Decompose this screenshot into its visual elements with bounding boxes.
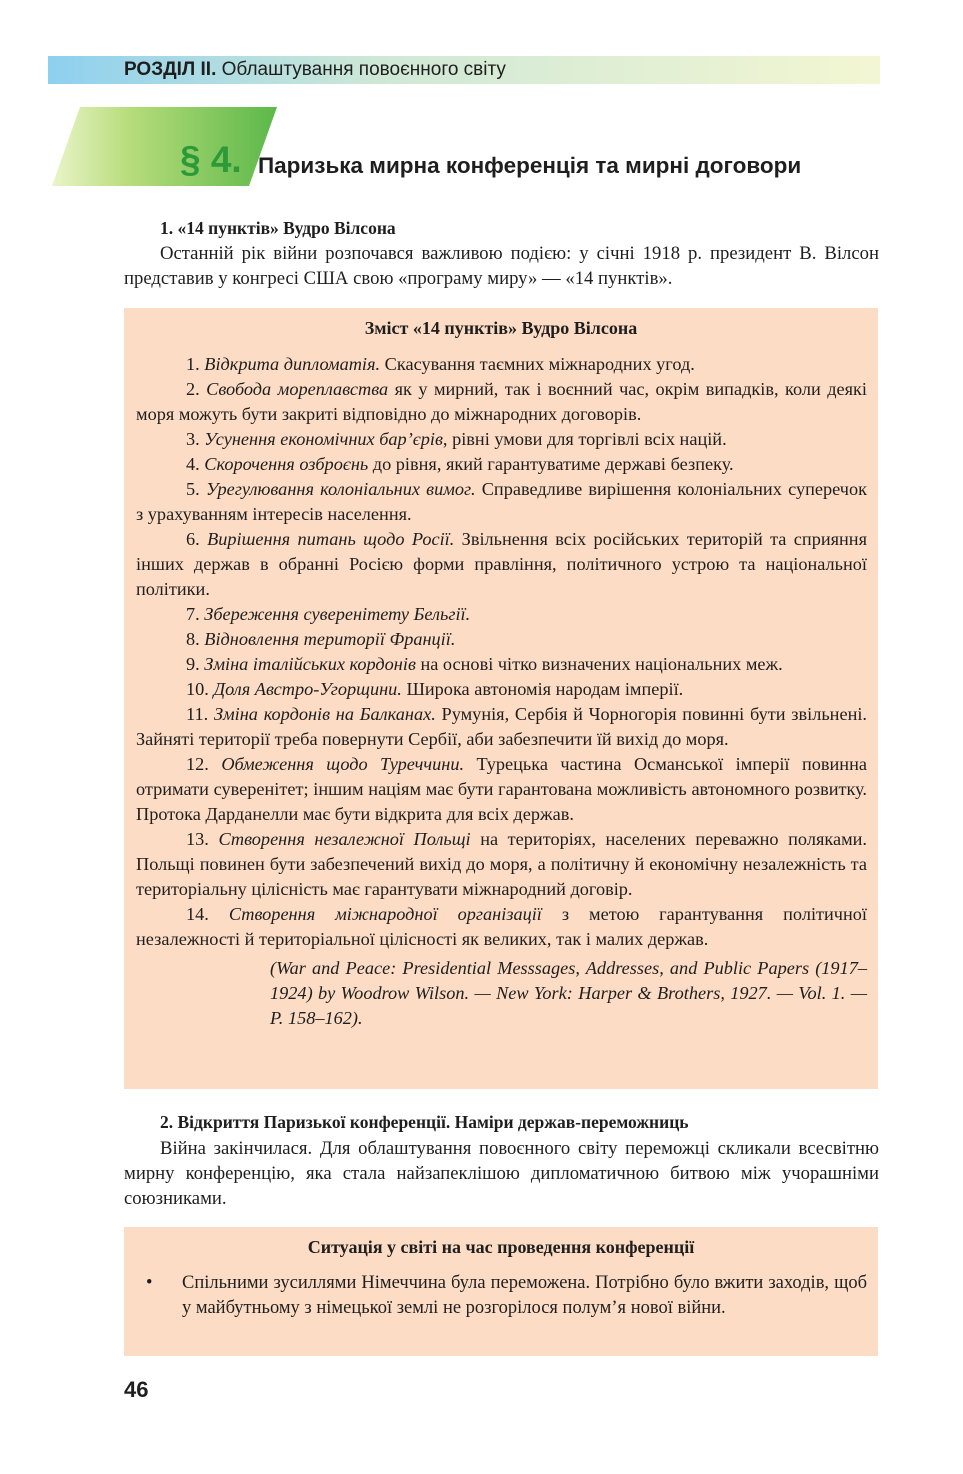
bullet-icon: • (146, 1273, 153, 1293)
point-text: з метою гарантування політичної незалежності й територіальної цілісності як великих, так і малих держав. (136, 904, 868, 949)
point-term: Створення міжнародної організації (228, 904, 542, 924)
chapter-title: Облаштування повоєнного світу (221, 59, 506, 80)
section-decoration (52, 107, 277, 186)
point-text: Звільнення всіх російських територій та сприяння інших держав в обранні Росією форми правління, політичного устрою та національної політики. (136, 529, 867, 599)
point-text: Широка автономія народам імперії. (401, 679, 684, 699)
point-text: як у мирний, так і воєнний час, окрім випадків, коли деякі моря можуть бути закриті відповідно до міжнародних договорів. (136, 379, 867, 424)
fourteen-points-box (124, 308, 878, 1089)
chapter-label: РОЗДІЛ ІІ. (124, 59, 217, 80)
point-item (136, 377, 867, 427)
citation: (War and Peace: Presidential Messsages, Addresses, and Public Papers (1917–1924) by Woodrow Wilson. — New York: Harper & Brothers, 1927. — Vol. 1. — P. 158–162). (270, 958, 867, 1028)
point-number: 9. (186, 654, 200, 674)
point-number: 4. (186, 454, 200, 474)
point-item (136, 677, 867, 702)
point-term: Зміна італійських кордонів (204, 654, 416, 674)
point-term: Відновлення території Франції. (204, 629, 456, 649)
bullet-item (146, 1271, 867, 1321)
point-term: Урегулювання колоніальних вимог. (205, 479, 476, 499)
point-term: Створення незалежної Польщі (218, 829, 471, 849)
point-text: на основі чітко визначених національних меж. (415, 654, 783, 674)
point-text: Турецька частина Османської імперії повинна отримати суверенітет; іншим націям має бути гарантована можливість автономного розвитку. Протока Дарданелли має бути відкрита для всіх держав. (136, 754, 867, 824)
point-term: Свобода мореплавства (206, 379, 389, 399)
point-number: 2. (186, 379, 200, 399)
bullet-text: Спільними зусиллями Німеччина була переможена. Потрібно було вжити заходів, щоб у майбутньому з німецької землі не розгорілося полум’я нової війни. (182, 1273, 867, 1318)
point-item (136, 827, 867, 902)
point-item (136, 902, 867, 952)
section-title: Паризька мирна конференція та мирні договори (258, 153, 802, 178)
chapter-header (124, 59, 506, 81)
point-item (136, 652, 867, 677)
point-term: Усунення економічних бар’єрів (204, 429, 443, 449)
part2-heading: 2. Відкриття Паризької конференції. Наміри держав-переможниць (160, 1112, 689, 1132)
point-number: 12. (186, 754, 209, 774)
point-text: Справедливе вирішення колоніальних суперечок з урахуванням інтересів населення. (136, 479, 867, 524)
point-item (136, 527, 867, 602)
point-item (136, 627, 867, 652)
point-number: 10. (186, 679, 209, 699)
fourteen-points-list (136, 352, 867, 1031)
point-number: 8. (186, 629, 200, 649)
point-item (136, 702, 867, 752)
point-item (136, 352, 867, 377)
page-number: 46 (124, 1377, 149, 1402)
point-item (136, 477, 867, 527)
part1-paragraph: Останній рік війни розпочався важливою подією: у січні 1918 р. президент В. Вілсон представив у конгресі США свою «програму миру» — «14 пунктів». (124, 243, 879, 289)
world-situation-title: Ситуація у світі на час проведення конференції (307, 1237, 695, 1257)
section-number: § 4. (180, 139, 242, 180)
part2-paragraph: Війна закінчилася. Для облаштування повоєнного світу переможці скликали всесвітню мирну конференцію, яка стала найзапеклішою дипломатичною битвою між учорашніми союзниками. (124, 1138, 879, 1209)
point-number: 13. (186, 829, 209, 849)
point-term: Обмеження щодо Туреччини. (221, 754, 465, 774)
point-item (136, 602, 867, 627)
point-number: 1. (186, 354, 200, 374)
point-number: 11. (186, 704, 209, 724)
point-number: 7. (186, 604, 200, 624)
point-term: Вирішення питань щодо Росії. (207, 529, 455, 549)
point-item (136, 427, 867, 452)
point-item (136, 752, 867, 827)
point-number: 14. (186, 904, 209, 924)
point-text: до рівня, який гарантуватиме державі безпеку. (368, 454, 734, 474)
point-number: 5. (186, 479, 200, 499)
point-term: Доля Австро-Угорщини. (213, 679, 402, 699)
point-number: 6. (186, 529, 200, 549)
point-text: на територіях, населених переважно поляками. Польщі повинен бути забезпечений вихід до моря, а політичну й економічну незалежність та територіальну цілісність має гарантувати міжнародний договір. (136, 829, 867, 899)
world-situation-box (124, 1227, 878, 1356)
point-term: Зміна кордонів на Балканах. (213, 704, 436, 724)
point-term: Збереження суверенітету Бельгії. (204, 604, 471, 624)
fourteen-points-title: Зміст «14 пунктів» Вудро Вілсона (364, 318, 638, 338)
point-term: Відкрита дипломатія. (204, 354, 381, 374)
point-text: Румунія, Сербія й Чорногорія повинні бути звільнені. Зайняті території треба повернути Сербії, аби забезпечити їй вихід до моря. (136, 704, 867, 749)
point-term: Скорочення озброєнь (204, 454, 369, 474)
point-text: Скасування таємних міжнародних угод. (380, 354, 695, 374)
point-text: , рівні умови для торгівлі всіх націй. (442, 429, 727, 449)
point-item (136, 452, 867, 477)
part1-heading: 1. «14 пунктів» Вудро Вілсона (160, 218, 396, 238)
point-number: 3. (186, 429, 200, 449)
